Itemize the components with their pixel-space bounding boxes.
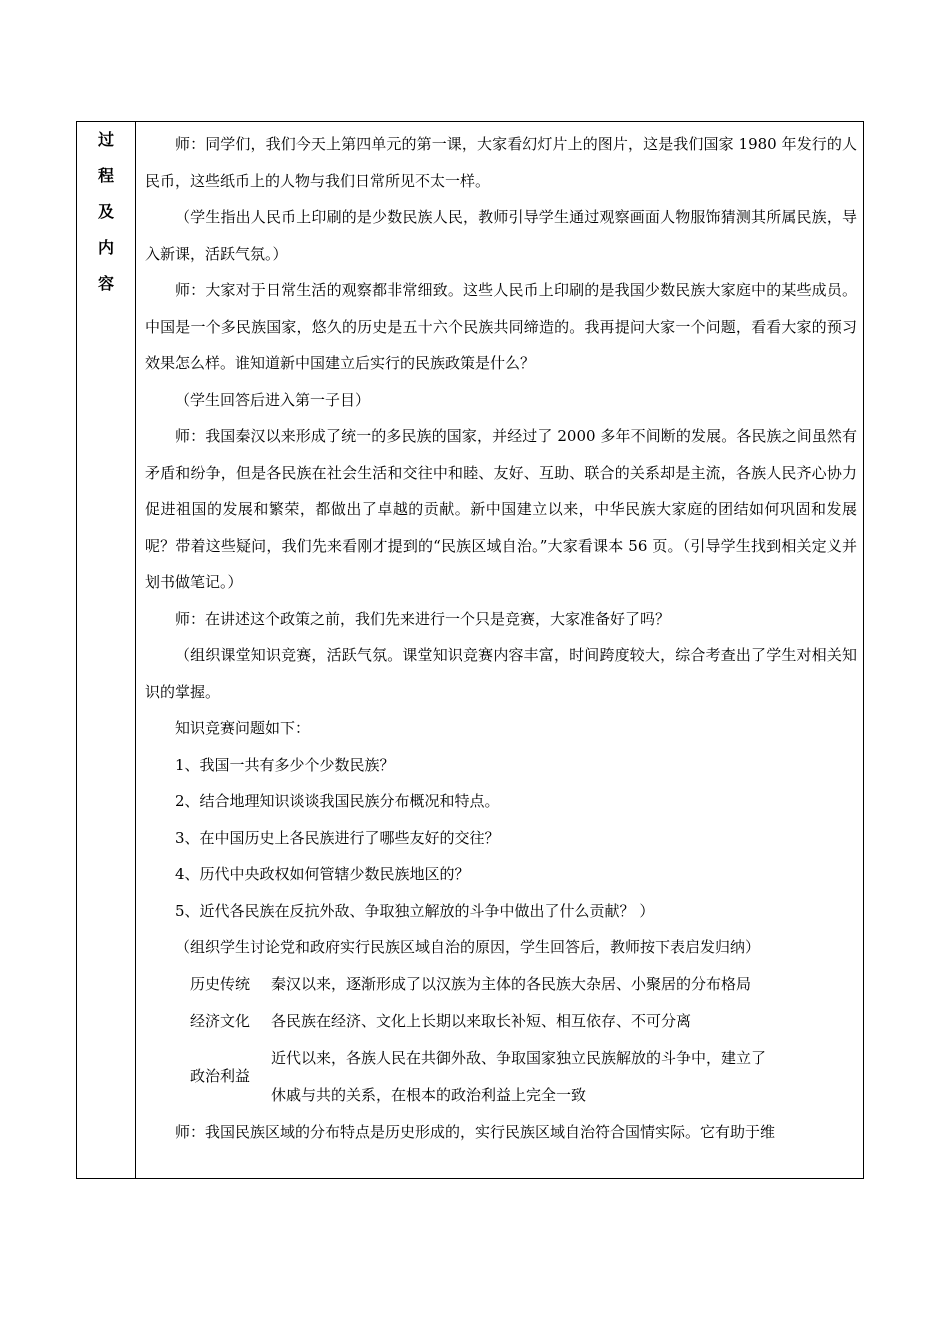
table-row xyxy=(175,1003,766,1040)
question-item: 2、结合地理知识谈谈我国民族分布概况和特点。 xyxy=(175,792,500,810)
description-cell: 秦汉以来，逐渐形成了以汉族为主体的各民族大杂居、小聚居的分布格局 xyxy=(271,974,752,993)
question-item: 3、在中国历史上各民族进行了哪些友好的交往？ xyxy=(175,828,500,847)
paragraph: （组织课堂知识竞赛，活跃气氛。课堂知识竞赛内容丰富，时间跨度较大，综合考查出了学生对相关知识的掌握。 xyxy=(145,646,857,701)
side-label-char: 程 xyxy=(97,166,114,185)
category-cell: 经济文化 xyxy=(189,1011,250,1030)
question-item: 1、我国一共有多少个少数民族？ xyxy=(175,755,395,774)
paragraph: 师：在讲述这个政策之前，我们先来进行一个只是竞赛，大家准备好了吗？ xyxy=(175,609,671,628)
question-item: 4、历代中央政权如何管辖少数民族地区的？ xyxy=(175,865,470,883)
description-cell xyxy=(265,1040,766,1114)
paragraph: （学生指出人民币上印刷的是少数民族人民，教师引导学生通过观察画面人物服饰猜测其所属民族，导入新课，活跃气氛。） xyxy=(145,208,857,263)
side-label-char: 内 xyxy=(97,238,114,257)
content-cell xyxy=(145,126,857,1150)
description-line: 近代以来，各族人民在共御外敌、争取国家独立民族解放的斗争中，建立了 xyxy=(271,1048,767,1067)
paragraph: 师：同学们，我们今天上第四单元的第一课，大家看幻灯片上的图片，这是我们国家 1980 年发行的人民币，这些纸币上的人物与我们日常所见不太一样。 xyxy=(145,135,857,190)
summary-table xyxy=(175,966,766,1114)
paragraph: 师：大家对于日常生活的观察都非常细致。这些人民币上印刷的是我国少数民族大家庭中的某些成员。中国是一个多民族国家，悠久的历史是五十六个民族共同缔造的。我再提问大家一个问题，看看大家的预习效果怎么样。谁知道新中国建立后实行的民族政策是什么？ xyxy=(145,281,857,372)
question-item: 5、近代各民族在反抗外敌、争取独立解放的斗争中做出了什么贡献？ ） xyxy=(175,901,655,920)
description-line: 休戚与共的关系，在根本的政治利益上完全一致 xyxy=(271,1085,587,1104)
paragraph: （组织学生讨论党和政府实行民族区域自治的原因，学生回答后，教师按下表启发归纳） xyxy=(175,938,761,956)
paragraph: 师：我国秦汉以来形成了统一的多民族的国家，并经过了 2000 多年不间断的发展。各民族之间虽然有矛盾和纷争，但是各民族在社会生活和交往中和睦、友好、互助、联合的关系却是主流，各族人民齐心协力促进祖国的发展和繁荣，都做出了卓越的贡献。新中国建立以来，中华民族大家庭的团结如何巩固和发展呢？带着这些疑问，我们先来看刚才提到的“民族区域自治。”大家看课本 56 页。（引导学生找到相关定义并划书做笔记。） xyxy=(145,427,857,591)
category-cell: 历史传统 xyxy=(189,974,250,993)
paragraph: 知识竞赛问题如下： xyxy=(175,719,311,737)
table-row xyxy=(175,966,766,1003)
lesson-table xyxy=(76,121,864,1179)
paragraph: （学生回答后进入第一子目） xyxy=(175,390,371,409)
side-label-char: 及 xyxy=(97,202,114,221)
side-label-char: 容 xyxy=(97,274,114,293)
table-row xyxy=(175,1040,766,1114)
category-cell: 政治利益 xyxy=(189,1067,250,1085)
column-divider xyxy=(135,122,136,1178)
paragraph: 师：我国民族区域的分布特点是历史形成的，实行民族区域自治符合国情实际。它有助于维 xyxy=(175,1122,776,1141)
side-label-char: 过 xyxy=(97,130,114,149)
description-cell: 各民族在经济、文化上长期以来取长补短、相互依存、不可分离 xyxy=(271,1011,692,1030)
